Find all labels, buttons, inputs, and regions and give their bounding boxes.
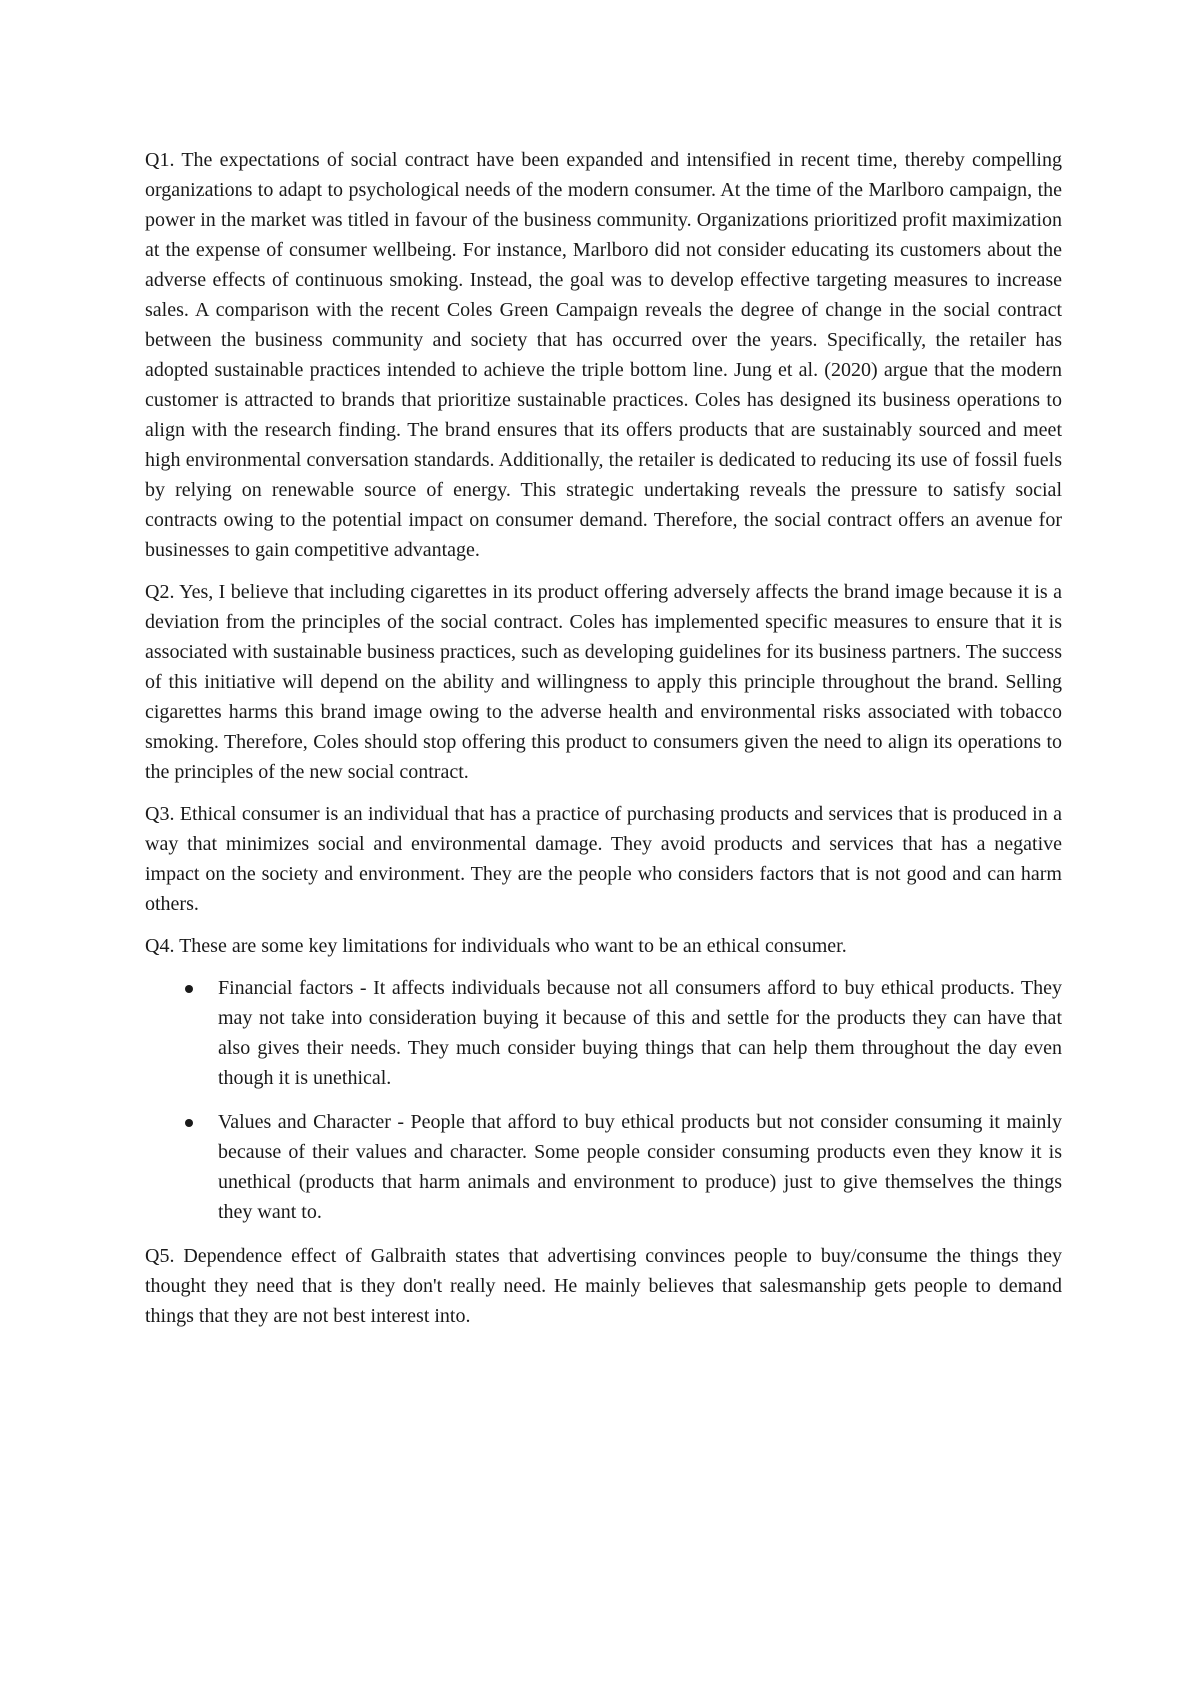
list-item-text: Financial factors - It affects individuals because not all consumers afford to buy ethical products. They may not take into consideration buying it because of this and settle for the products they can have that also gives their needs. They much consider buying things that can help them throughout the day even though it is unethical. (218, 977, 1062, 1089)
bullet-icon (185, 985, 193, 993)
answer-q4-intro: Q4. These are some key limitations for individuals who want to be an ethical consumer. (145, 935, 847, 957)
answer-q5: Q5. Dependence effect of Galbraith states that advertising convinces people to buy/consume the things they thought they need that is they don't really need. He mainly believes that salesmanship gets people to demand things that they are not best interest into. (145, 1245, 1062, 1327)
answer-q1: Q1. The expectations of social contract have been expanded and intensified in recent time, thereby compelling organizations to adapt to psychological needs of the modern consumer. At the time of the Marlboro campaign, the power in the market was titled in favour of the business community. Organizations prioritized profit maximization at the expense of consumer wellbeing. For instance, Marlboro did not consider educating its customers about the adverse effects of continuous smoking. Instead, the goal was to develop effective targeting measures to increase sales. A comparison with the recent Coles Green Campaign reveals the degree of change in the social contract between the business community and society that has occurred over the years. Specifically, the retailer has adopted sustainable practices intended to achieve the triple bottom line. Jung et al. (2020) argue that the modern customer is attracted to brands that prioritize sustainable practices. Coles has designed its business operations to align with the research finding. The brand ensures that its offers products that are sustainably sourced and meet high environmental conversation standards. Additionally, the retailer is dedicated to reducing its use of fossil fuels by relying on renewable source of energy. This strategic undertaking reveals the pressure to satisfy social contracts owing to the potential impact on consumer demand. Therefore, the social contract offers an avenue for businesses to gain competitive advantage. (145, 149, 1062, 561)
list-item-text: Values and Character - People that afford to buy ethical products but not consider consuming it mainly because of their values and character. Some people consider consuming products even they know it is unethical (products that harm animals and environment to produce) just to give themselves the things they want to. (218, 1111, 1062, 1223)
list-item (145, 1107, 1062, 1227)
list-item (145, 973, 1062, 1093)
answer-q3: Q3. Ethical consumer is an individual that has a practice of purchasing products and services that is produced in a way that minimizes social and environmental damage. They avoid products and services that has a negative impact on the society and environment. They are the people who considers factors that is not good and can harm others. (145, 803, 1062, 915)
answer-q2: Q2. Yes, I believe that including cigarettes in its product offering adversely affects the brand image because it is a deviation from the principles of the social contract. Coles has implemented specific measures to ensure that it is associated with sustainable business practices, such as developing guidelines for its business partners. The success of this initiative will depend on the ability and willingness to apply this principle throughout the brand. Selling cigarettes harms this brand image owing to the adverse health and environmental risks associated with tobacco smoking. Therefore, Coles should stop offering this product to consumers given the need to align its operations to the principles of the new social contract. (145, 581, 1062, 783)
limitations-list (145, 973, 1062, 1227)
document-page (145, 145, 1062, 1343)
bullet-icon (185, 1119, 193, 1127)
